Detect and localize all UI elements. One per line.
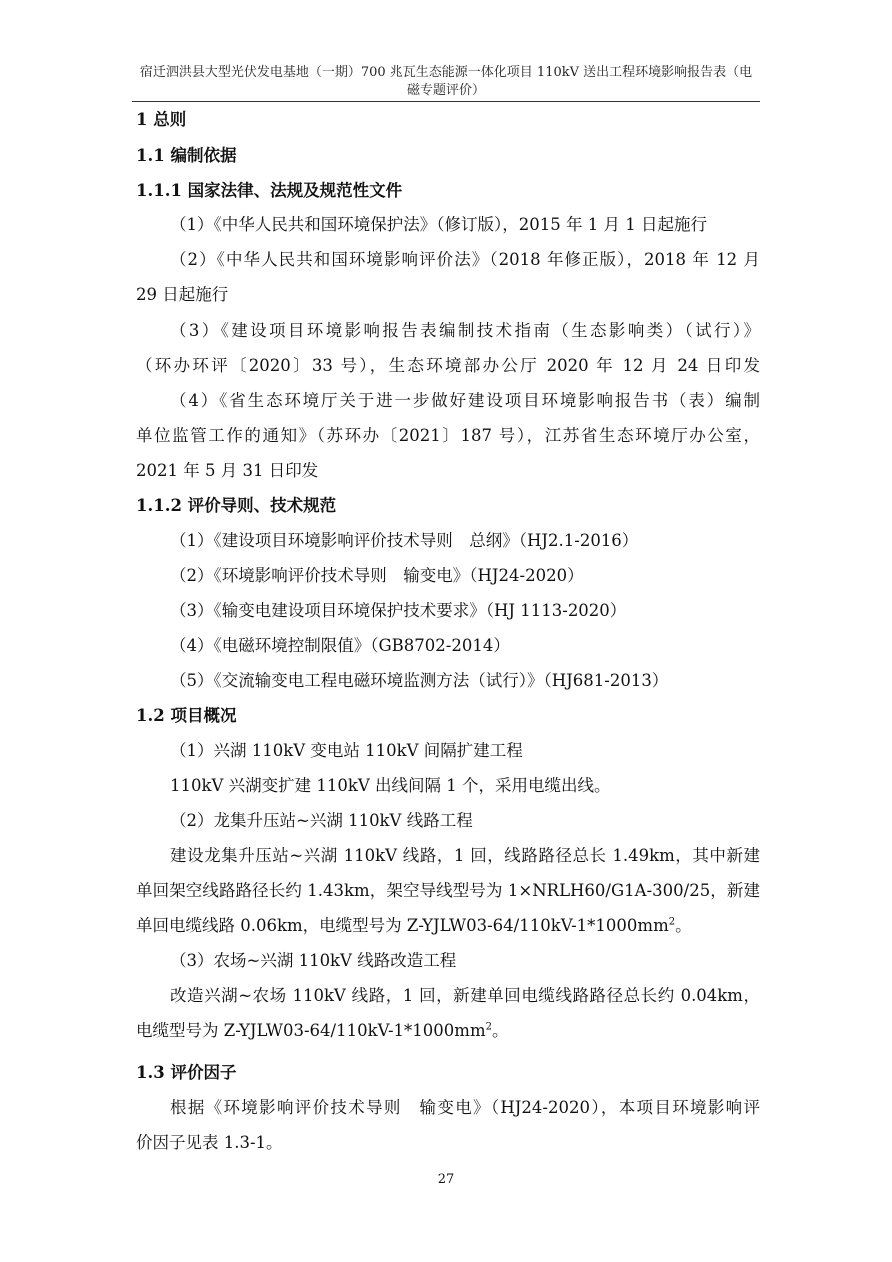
superscript-2: 2 [485, 1021, 492, 1033]
law-item-4-line1: （4）《省生态环境厅关于进一步做好建设项目环境影响报告书（表）编制 [170, 391, 760, 410]
superscript-2: 2 [668, 916, 676, 928]
evaluation-factor-line2: 价因子见表 1.3-1。 [136, 1133, 283, 1152]
header-title-line2: 磁专题评价） [406, 83, 485, 98]
section-1-1-1-heading: 1.1.1 国家法律、法规及规范性文件 [136, 181, 403, 200]
law-item-2-line2: 29 日起施行 [136, 285, 229, 304]
project-item-2-title: （2）龙集升压站~兴湖 110kV 线路工程 [170, 811, 473, 830]
header-title-line1: 宿迁泗洪县大型光伏发电基地（一期）700 兆瓦生态能源一体化项目 110kV 送出工程环境影响报告表（电 [139, 65, 753, 80]
project-item-3-desc-line2 [136, 1019, 760, 1043]
page-header [132, 64, 760, 100]
project-item-1-desc: 110kV 兴湖变扩建 110kV 出线间隔 1 个，采用电缆出线。 [170, 776, 611, 795]
law-item-2-line1: （2）《中华人民共和国环境影响评价法》（2018 年修正版），2018 年 12 月 [170, 250, 760, 269]
standard-item-4: （4）《电磁环境控制限值》（GB8702-2014） [170, 636, 510, 655]
law-item-1: （1）《中华人民共和国环境保护法》（修订版），2015 年 1 月 1 日起施行 [170, 215, 707, 234]
project-item-3-desc-line1: 改造兴湖~农场 110kV 线路，1 回，新建单回电缆线路路径总长约 0.04km， [170, 986, 760, 1005]
section-1-3-heading: 1.3 评价因子 [136, 1063, 237, 1082]
standard-item-5: （5）《交流输变电工程电磁环境监测方法（试行）》（HJ681-2013） [170, 671, 669, 690]
cable-spec-text: 单回电缆线路 0.06km，电缆型号为 Z-YJLW03-64/110kV-1*1000mm [136, 916, 669, 935]
sentence-end: 。 [491, 1021, 509, 1040]
project-item-3-title: （3）农场~兴湖 110kV 线路改造工程 [170, 951, 457, 970]
header-rule [132, 101, 760, 102]
project-item-2-desc-line3 [136, 914, 760, 938]
section-1-1-2-heading: 1.1.2 评价导则、技术规范 [136, 496, 337, 515]
cable-spec-text: 电缆型号为 Z-YJLW03-64/110kV-1*1000mm [136, 1021, 486, 1040]
law-item-3-line1: （3）《建设项目环境影响报告表编制技术指南（生态影响类）（试行）》 [170, 321, 760, 340]
sentence-end: 。 [675, 916, 692, 935]
law-item-3-line2: （环办环评〔2020〕33 号），生态环境部办公厅 2020 年 12 月 24 日印发 [136, 356, 760, 375]
page-number: 27 [437, 1172, 455, 1187]
standard-item-3: （3）《输变电建设项目环境保护技术要求》（HJ 1113-2020） [170, 601, 627, 620]
project-item-1-title: （1）兴湖 110kV 变电站 110kV 间隔扩建工程 [170, 741, 523, 760]
standard-item-2: （2）《环境影响评价技术导则 输变电》（HJ24-2020） [170, 566, 584, 585]
project-item-2-desc-line2: 单回架空线路路径长约 1.43km，架空导线型号为 1×NRLH60/G1A-300/25，新建 [136, 881, 760, 900]
law-item-4-line3: 2021 年 5 月 31 日印发 [136, 461, 319, 480]
evaluation-factor-line1: 根据《环境影响评价技术导则 输变电》（HJ24-2020），本项目环境影响评 [170, 1098, 760, 1117]
law-item-4-line2: 单位监管工作的通知》（苏环办〔2021〕187 号），江苏省生态环境厅办公室， [136, 426, 760, 445]
project-item-2-desc-line1: 建设龙集升压站~兴湖 110kV 线路，1 回，线路路径总长 1.49km，其中新建 [170, 846, 760, 865]
section-1-2-heading: 1.2 项目概况 [136, 706, 237, 725]
section-1-heading: 1 总则 [136, 110, 187, 129]
section-1-1-heading: 1.1 编制依据 [136, 146, 237, 165]
standard-item-1: （1）《建设项目环境影响评价技术导则 总纲》（HJ2.1-2016） [170, 531, 639, 550]
